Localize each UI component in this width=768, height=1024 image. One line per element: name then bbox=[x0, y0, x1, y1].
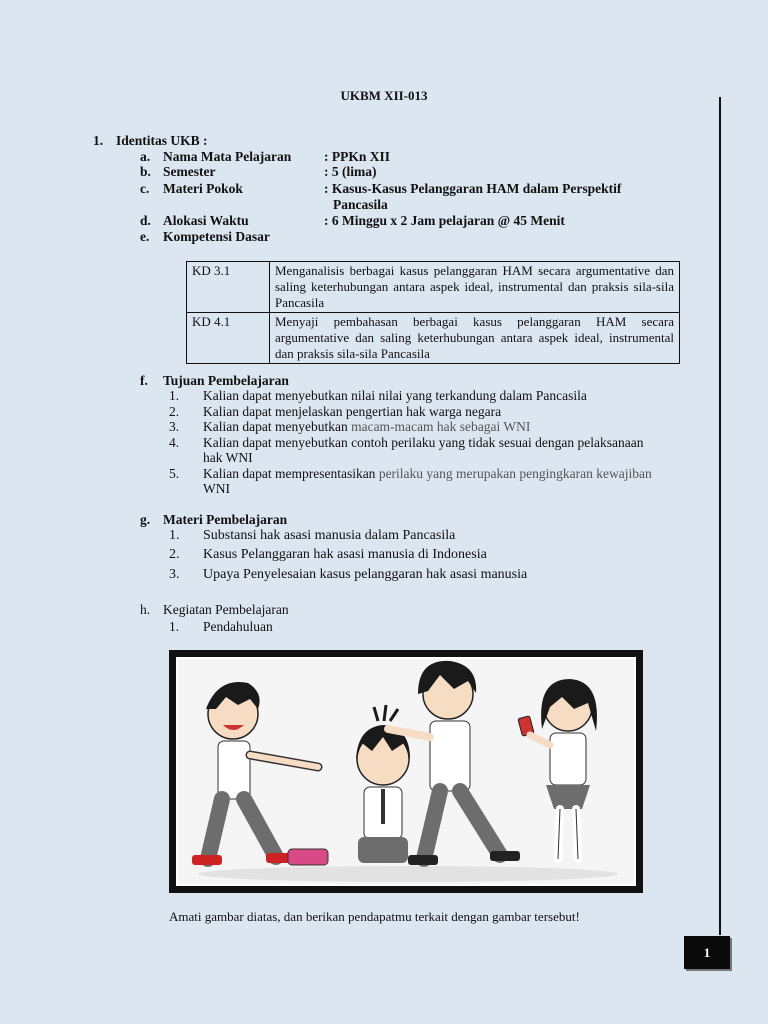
kegiatan-heading: Kegiatan Pembelajaran bbox=[163, 602, 289, 617]
illustration bbox=[176, 657, 636, 886]
tujuan-heading: Tujuan Pembelajaran bbox=[163, 373, 289, 388]
girl-phone-figure bbox=[518, 679, 597, 859]
row-label: Kompetensi Dasar bbox=[163, 229, 270, 244]
list-item: Substansi hak asasi manusia dalam Pancasila bbox=[203, 528, 456, 543]
row-value: : 5 (lima) bbox=[324, 164, 377, 179]
section-letter: g. bbox=[140, 512, 151, 527]
document-title: UKBM XII-013 bbox=[340, 88, 428, 103]
kd-code: KD 4.1 bbox=[187, 313, 270, 364]
section-letter: h. bbox=[140, 602, 151, 617]
list-item: Pendahuluan bbox=[203, 619, 273, 634]
row-label: Materi Pokok bbox=[163, 181, 243, 196]
list-number: 1. bbox=[169, 528, 180, 543]
list-item-text: Kalian dapat mempresentasikan bbox=[203, 466, 379, 481]
row-letter: e. bbox=[140, 229, 150, 244]
list-item: Kalian dapat menjelaskan pengertian hak warga negara bbox=[203, 404, 502, 419]
row-letter: b. bbox=[140, 164, 151, 179]
list-number: 4. bbox=[169, 435, 180, 450]
section-number: 1. bbox=[93, 133, 104, 148]
materi-heading: Materi Pembelajaran bbox=[163, 512, 288, 527]
kd-description: Menganalisis berbagai kasus pelanggaran HAM secara argumentative dan saling keterhubungan antara aspek ideal, instrumental dan praksis sila-sila Pancasila bbox=[270, 262, 680, 313]
row-label: Semester bbox=[163, 164, 216, 179]
page-number-badge: 1 bbox=[684, 936, 730, 969]
list-item-text-gray: macam-macam hak sebagai WNI bbox=[351, 419, 531, 434]
kd-description: Menyaji pembahasan berbagai kasus pelanggaran HAM secara argumentative dan saling keterhubungan antara aspek ideal, instrumental dan praksis sila-sila Pancasila bbox=[270, 313, 680, 364]
kompetensi-dasar-table bbox=[186, 261, 680, 364]
row-label: Nama Mata Pelajaran bbox=[163, 149, 292, 164]
list-item bbox=[203, 466, 652, 482]
row-value: : 6 Minggu x 2 Jam pelajaran @ 45 Menit bbox=[324, 213, 565, 228]
list-item: Kalian dapat menyebutkan contoh perilaku yang tidak sesuai dengan pelaksanaan bbox=[203, 435, 644, 450]
list-number: 2. bbox=[169, 404, 180, 419]
row-value-cont: Pancasila bbox=[333, 197, 388, 212]
list-item: Kalian dapat menyebutkan nilai nilai yang terkandung dalam Pancasila bbox=[203, 388, 587, 403]
list-number: 2. bbox=[169, 547, 180, 562]
list-number: 5. bbox=[169, 466, 180, 481]
list-item: Kasus Pelanggaran hak asasi manusia di Indonesia bbox=[203, 547, 487, 562]
list-item bbox=[203, 419, 530, 435]
instruction-text: Amati gambar diatas, dan berikan pendapatmu terkait dengan gambar tersebut! bbox=[169, 909, 580, 924]
list-number: 1. bbox=[169, 388, 180, 403]
illustration-frame bbox=[169, 650, 643, 893]
list-item-text: Kalian dapat menyebutkan bbox=[203, 419, 352, 434]
row-value: : PPKn XII bbox=[324, 149, 391, 164]
list-item-cont: WNI bbox=[203, 481, 230, 496]
kd-code: KD 3.1 bbox=[187, 262, 270, 313]
boy-laughing-figure bbox=[192, 682, 318, 865]
row-letter: c. bbox=[140, 181, 150, 196]
list-item-cont: hak WNI bbox=[203, 450, 253, 465]
list-number: 3. bbox=[169, 567, 180, 582]
list-item: Upaya Penyelesaian kasus pelanggaran hak asasi manusia bbox=[203, 567, 528, 582]
bag-shape bbox=[288, 849, 328, 865]
identitas-heading: Identitas UKB : bbox=[116, 133, 208, 148]
row-letter: a. bbox=[140, 149, 151, 164]
list-number: 3. bbox=[169, 419, 180, 434]
table-row bbox=[187, 262, 680, 313]
section-letter: f. bbox=[140, 373, 148, 388]
list-item-text-gray: perilaku yang merupakan pengingkaran kewajiban bbox=[378, 466, 652, 481]
row-value: : Kasus-Kasus Pelanggaran HAM dalam Perspektif bbox=[324, 181, 622, 196]
bullying-illustration bbox=[178, 659, 634, 884]
right-margin-rule bbox=[719, 97, 721, 935]
table-row bbox=[187, 313, 680, 364]
row-letter: d. bbox=[140, 213, 151, 228]
list-number: 1. bbox=[169, 619, 180, 634]
row-label: Alokasi Waktu bbox=[163, 213, 249, 228]
